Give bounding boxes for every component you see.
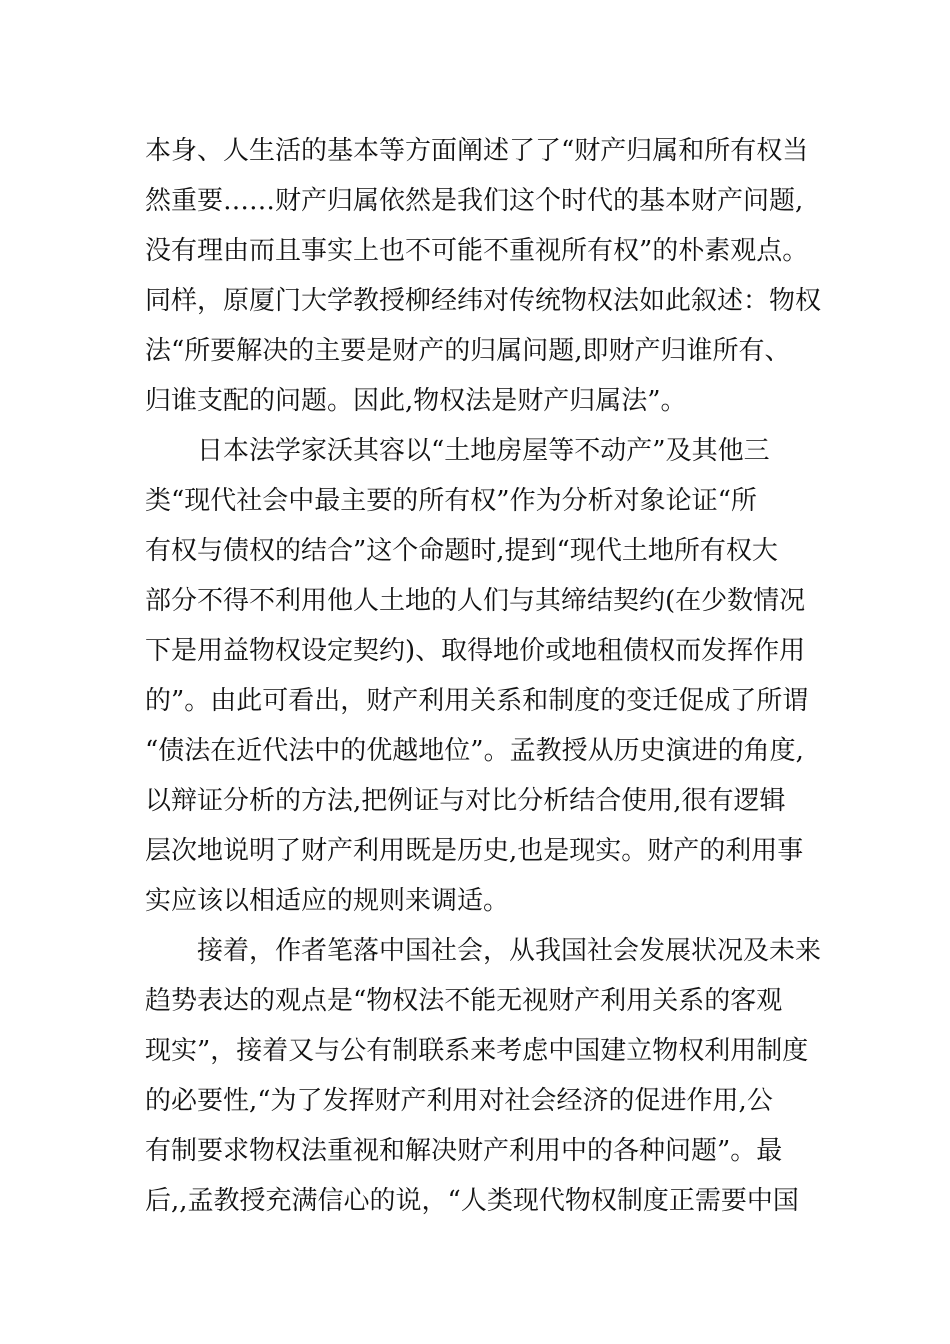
text-line: 本身、人生活的基本等方面阐述了了“财产归属和所有权当 xyxy=(145,136,809,166)
text-line: 有制要求物权法重视和解决财产利用中的各种问题”。最 xyxy=(145,1136,783,1166)
text-line: 趋势表达的观点是“物权法不能无视财产利用关系的客观 xyxy=(145,986,783,1016)
text-line: 没有理由而且事实上也不可能不重视所有权”的朴素观点。 xyxy=(145,236,809,266)
text-line: 下是用益物权设定契约)、取得地价或地租债权而发挥作用 xyxy=(145,636,806,666)
text-line: 然重要……财产归属依然是我们这个时代的基本财产问题, xyxy=(145,186,804,216)
text-line: 有权与债权的结合”这个命题时,提到“现代土地所有权大 xyxy=(145,536,778,566)
text-line: 现实”，接着又与公有制联系来考虑中国建立物权利用制度 xyxy=(145,1036,809,1066)
text-line: 同样，原厦门大学教授柳经纬对传统物权法如此叙述：物权 xyxy=(145,286,822,316)
text-line: 类“现代社会中最主要的所有权”作为分析对象论证“所 xyxy=(145,486,757,516)
text-line: 层次地说明了财产利用既是历史,也是现实。财产的利用事 xyxy=(145,836,804,866)
text-line: 法“所要解决的主要是财产的归属问题,即财产归谁所有、 xyxy=(145,336,791,366)
text-line: 实应该以相适应的规则来调适。 xyxy=(145,886,510,916)
text-line: 的”。由此可看出，财产利用关系和制度的变迁促成了所谓 xyxy=(145,686,809,716)
text-line: 的必要性,“为了发挥财产利用对社会经济的促进作用,公 xyxy=(145,1086,773,1116)
text-line: 部分不得不利用他人土地的人们与其缔结契约(在少数情况 xyxy=(145,586,806,616)
text-line: 接着，作者笔落中国社会，从我国社会发展状况及未来 xyxy=(197,936,822,966)
text-line: 以辩证分析的方法,把例证与对比分析结合使用,很有逻辑 xyxy=(145,786,786,816)
body-text xyxy=(145,126,822,1226)
text-line: 后,,孟教授充满信心的说，“人类现代物权制度正需要中国 xyxy=(145,1186,799,1216)
text-line: 归谁支配的问题。因此,物权法是财产归属法”。 xyxy=(145,386,687,416)
text-line: 日本法学家沃其容以“土地房屋等不动产”及其他三 xyxy=(197,436,770,466)
text-line: “债法在近代法中的优越地位”。孟教授从历史演进的角度, xyxy=(145,736,804,766)
